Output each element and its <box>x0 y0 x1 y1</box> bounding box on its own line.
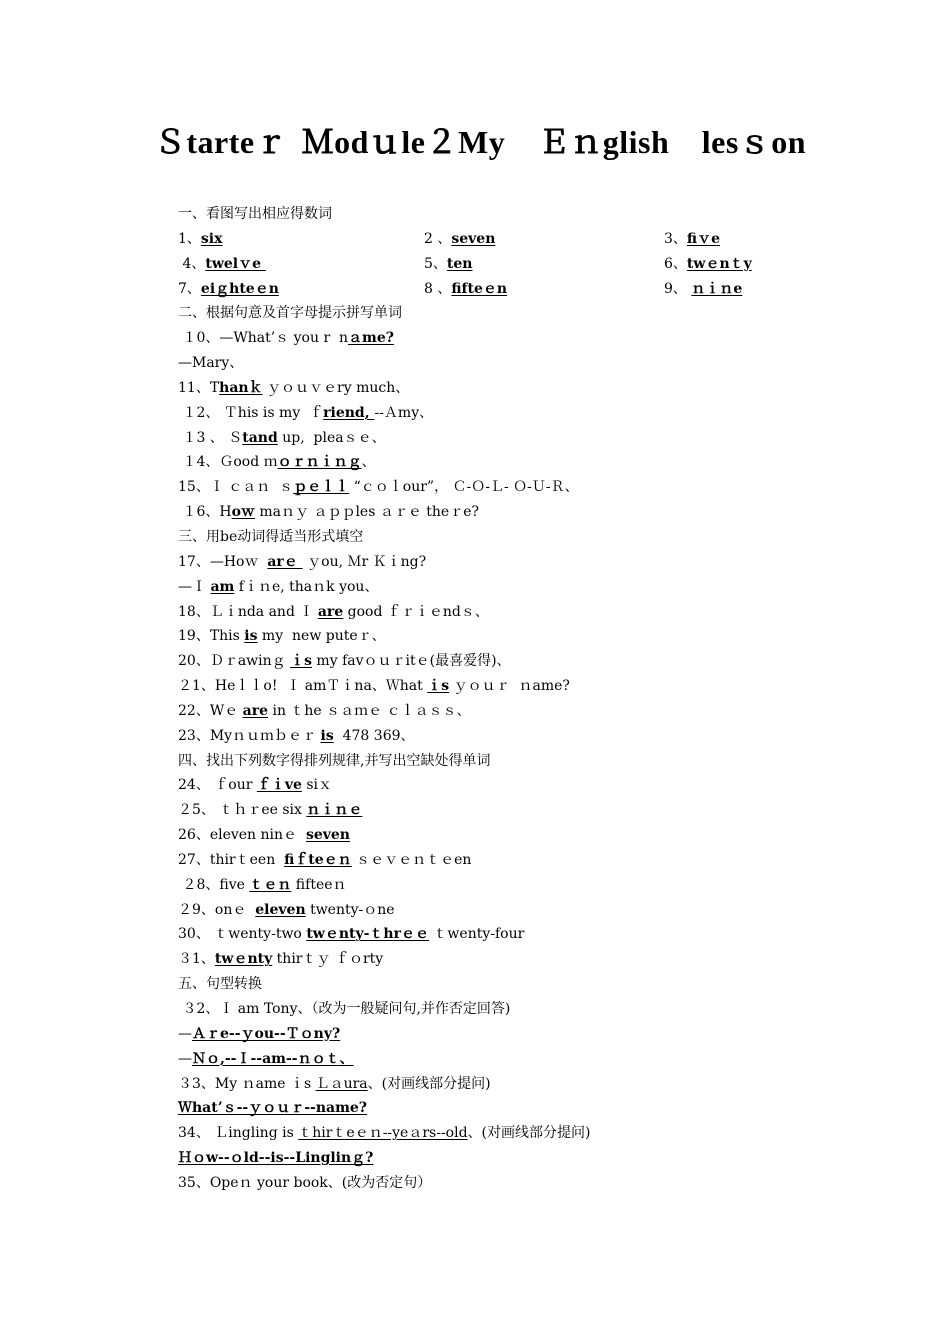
exercise-line <box>178 823 828 848</box>
answer-text: hanｋ <box>219 379 263 396</box>
line-text: good ｆｒｉｅndｓ、 <box>343 603 489 620</box>
answer-text: tand <box>242 429 278 446</box>
answer-text: Ｈｏw--ｏld--is--Linglinｇ? <box>178 1150 374 1167</box>
line-text: 34、 Ｌingling is <box>178 1125 299 1142</box>
line-text: — <box>178 1050 192 1067</box>
line-text: 8 、 <box>424 280 452 297</box>
line-text: siｘ <box>301 777 333 794</box>
answer-text: ａme? <box>348 330 394 347</box>
line-text: 二、根据句意及首字母提示拼写单词 <box>178 305 402 322</box>
exercise-line <box>178 1096 828 1121</box>
answer-text: twelｖe <box>205 255 266 272</box>
line-text: 26、eleven ninｅ <box>178 827 306 844</box>
exercise-line <box>178 351 828 376</box>
exercise-line <box>178 1022 828 1047</box>
line-text: 四、找出下列数字得排列规律,并写出空缺处得单词 <box>178 752 491 769</box>
line-text: “ｃｏｌour”， Ｃ-Ｏ-Ｌ- Ｏ-Ｕ-Ｒ、 <box>349 479 579 496</box>
exercise-line <box>178 1146 828 1171</box>
exercise-line <box>178 227 828 252</box>
exercise-line <box>178 898 828 923</box>
line-text: twenty-ｏne <box>305 901 395 918</box>
answer-text: Ａｒe--ｙou--Ｔｏny? <box>192 1025 341 1042</box>
line-text: 23、Myｎｕｍｂｅｒ <box>178 727 321 744</box>
line-text: 2 、 <box>424 230 452 247</box>
numbered-item <box>178 277 279 302</box>
answer-text: ｉs <box>427 678 450 695</box>
answer-text: ｐｅｌｌ <box>293 479 350 496</box>
exercise-line <box>178 1047 828 1072</box>
line-text: 3、 <box>664 230 687 247</box>
exercise-line <box>178 624 828 649</box>
line-text: in ｔhe ｓａｍｅ ｃｌａｓｓ、 <box>268 702 471 719</box>
numbered-item <box>178 252 266 277</box>
line-text: 五、句型转换 <box>178 976 262 993</box>
line-text: 11、T <box>178 379 220 396</box>
line-text: 三、用be动词得适当形式填空 <box>178 528 364 545</box>
exercise-line <box>178 674 828 699</box>
numbered-item <box>424 277 507 302</box>
exercise-lines <box>178 202 828 1196</box>
answer-text: twｅnｔy <box>686 255 752 272</box>
line-text: １0、—What’ｓ you r n <box>178 330 349 347</box>
answer-text: arｅ <box>267 553 303 570</box>
exercise-line <box>178 426 828 451</box>
exercise-line <box>178 450 828 475</box>
line-text: １2、 Ｔhis is my ｆ <box>178 404 324 421</box>
line-text: —Mary、 <box>178 355 244 372</box>
answer-text: am <box>210 578 235 595</box>
numbered-item <box>424 227 495 252</box>
exercise-line <box>178 376 828 401</box>
answer-text: ten <box>446 255 473 272</box>
numbered-item <box>664 277 742 302</box>
line-text: 1、 <box>178 230 201 247</box>
answer-text: are <box>242 702 269 719</box>
exercise-line <box>178 401 828 426</box>
answer-text: eiｇhteｅn <box>200 280 279 297</box>
answer-text: twｅnty <box>214 951 273 968</box>
line-text: 35、Opeｎ your book、(改为否定句） <box>178 1174 432 1191</box>
exercise-line <box>178 749 828 774</box>
exercise-line <box>178 922 828 947</box>
answer-text: riend, <box>323 404 375 421</box>
line-text: 4、 <box>178 255 206 272</box>
line-text: --Ａmy、 <box>374 404 434 421</box>
line-text: １6、H <box>178 504 232 521</box>
line-text: 、(对画线部分提问) <box>367 1075 491 1092</box>
exercise-line <box>178 202 828 227</box>
line-text: 30、 ｔwenty-two <box>178 926 307 943</box>
line-text: ｙｏｕｖｅry much、 <box>262 379 410 396</box>
exercise-line <box>178 1121 828 1146</box>
numbered-item <box>424 252 472 277</box>
exercise-line <box>178 500 828 525</box>
exercise-line <box>178 550 828 575</box>
exercise-line <box>178 1072 828 1097</box>
line-text: —Ｉ <box>178 578 211 595</box>
exercise-line <box>178 1171 828 1196</box>
line-text: thirｔｙ ｆｏrty <box>272 951 384 968</box>
line-text: ｓｅｖｅｎｔｅen <box>351 851 472 868</box>
answer-text: fifteｅn <box>451 280 508 297</box>
answer-text: ｔｅｎ <box>249 876 292 893</box>
answer-text: fiｖe <box>686 230 721 247</box>
line-text: 7、 <box>178 280 201 297</box>
numbered-item <box>664 252 752 277</box>
answer-text: twｅnty-ｔhrｅｅ <box>306 926 429 943</box>
exercise-line <box>178 600 828 625</box>
exercise-line <box>178 724 828 749</box>
line-text: 18、Ｌｉnda and Ｉ <box>178 603 318 620</box>
line-text: — <box>178 1025 192 1042</box>
answer-text: ｉs <box>290 653 312 670</box>
exercise-line <box>178 773 828 798</box>
exercise-line <box>178 326 828 351</box>
line-text: 17、—Hoｗ <box>178 553 268 570</box>
line-text: maｎｙ ａｐｐles ａｒｅ theｒe? <box>254 504 480 521</box>
exercise-line <box>178 475 828 500</box>
line-text: 9、 <box>664 280 692 297</box>
line-text: ２1、Heｌｌo! Ｉ amＴｉna、Ｗhat <box>178 678 428 695</box>
exercise-line <box>178 873 828 898</box>
line-text: ｙou, Ｍr Ｋｉng? <box>302 553 427 570</box>
answer-text: ｎｉｎｅ <box>306 802 363 819</box>
line-text: 5、 <box>424 255 447 272</box>
answer-text: fiｆteｅｎ <box>284 851 352 868</box>
exercise-line <box>178 848 828 873</box>
line-text: 一、看图写出相应得数词 <box>178 206 332 222</box>
numbered-item <box>664 227 720 252</box>
line-text: １3 、 Ｓ <box>178 429 243 446</box>
exercise-line <box>178 947 828 972</box>
answer-text: ｏｒｎｉｎｇ <box>277 454 362 471</box>
answer-text: Ｎｏ,--Ｉ--am--ｎｏｔ、 <box>192 1050 354 1067</box>
line-text: ２8、five <box>178 876 250 893</box>
answer-text: ｆｉve <box>256 777 302 794</box>
answer-text: Ｗhat’ｓ--ｙｏｕｒ--name? <box>178 1100 368 1117</box>
answer-text: is <box>244 628 258 645</box>
page-title: Ｓtarteｒ Ｍodｕle２My Ｅｎglish lesｓon <box>153 124 807 160</box>
underlined-text: ｔhirｔeｅｎ--yeａrs--old <box>298 1125 468 1142</box>
line-text: my new puteｒ、 <box>257 628 386 645</box>
line-text: 6、 <box>664 255 687 272</box>
answer-text: seven <box>451 230 496 247</box>
exercise-line <box>178 525 828 550</box>
line-text: fｉｎe, thaｎk you、 <box>234 578 379 595</box>
answer-text: oｗ <box>231 504 255 521</box>
exercise-line <box>178 649 828 674</box>
line-text: ３2、Ｉ am Tony、（改为一般疑问句,并作否定回答) <box>178 1001 511 1017</box>
answer-text: six <box>200 230 223 247</box>
line-text: my favｏｕｒitｅ(最喜爱得)、 <box>311 653 511 670</box>
line-text: １4、Ｇood ｍ <box>178 454 278 471</box>
answer-text: seven <box>305 827 350 844</box>
line-text: ２9、onｅ <box>178 901 256 918</box>
line-text: fifteeｎ <box>291 876 347 893</box>
line-text: 478 369、 <box>333 727 415 744</box>
exercise-line <box>178 252 828 277</box>
answer-text: eleven <box>255 901 306 918</box>
line-text: ｙｏｕｒ ｎame? <box>449 678 570 695</box>
line-text: 15、Ｉ ｃａｎ ｓ <box>178 479 294 496</box>
exercise-line <box>178 972 828 997</box>
numbered-item <box>178 227 222 252</box>
exercise-line <box>178 575 828 600</box>
answer-text: is <box>320 727 334 744</box>
line-text: ３3、My ｎame ｉs <box>178 1075 316 1092</box>
line-text: 24、 ｆour <box>178 777 257 794</box>
exercise-line <box>178 699 828 724</box>
exercise-line <box>178 277 828 302</box>
exercise-line <box>178 798 828 823</box>
line-text: ３1、 <box>178 951 215 968</box>
line-text: 27、thirｔeen <box>178 851 285 868</box>
line-text: 22、Wｅ <box>178 702 243 719</box>
line-text: 20、Ｄｒawinｇ <box>178 653 291 670</box>
underlined-text: Ｌａura <box>315 1075 368 1092</box>
line-text: up, pleaｓｅ、 <box>277 429 386 446</box>
line-text: ｔwenty-four <box>428 926 525 943</box>
exercise-line <box>178 997 828 1022</box>
answer-text: are <box>317 603 344 620</box>
line-text: 、(对画线部分提问) <box>467 1125 591 1142</box>
exercise-line <box>178 301 828 326</box>
answer-text: ｎｉｎe <box>691 280 743 297</box>
line-text: 、 <box>361 454 376 471</box>
line-text: 19、This <box>178 628 245 645</box>
line-text: ２5、 ｔｈｒee six <box>178 802 307 819</box>
